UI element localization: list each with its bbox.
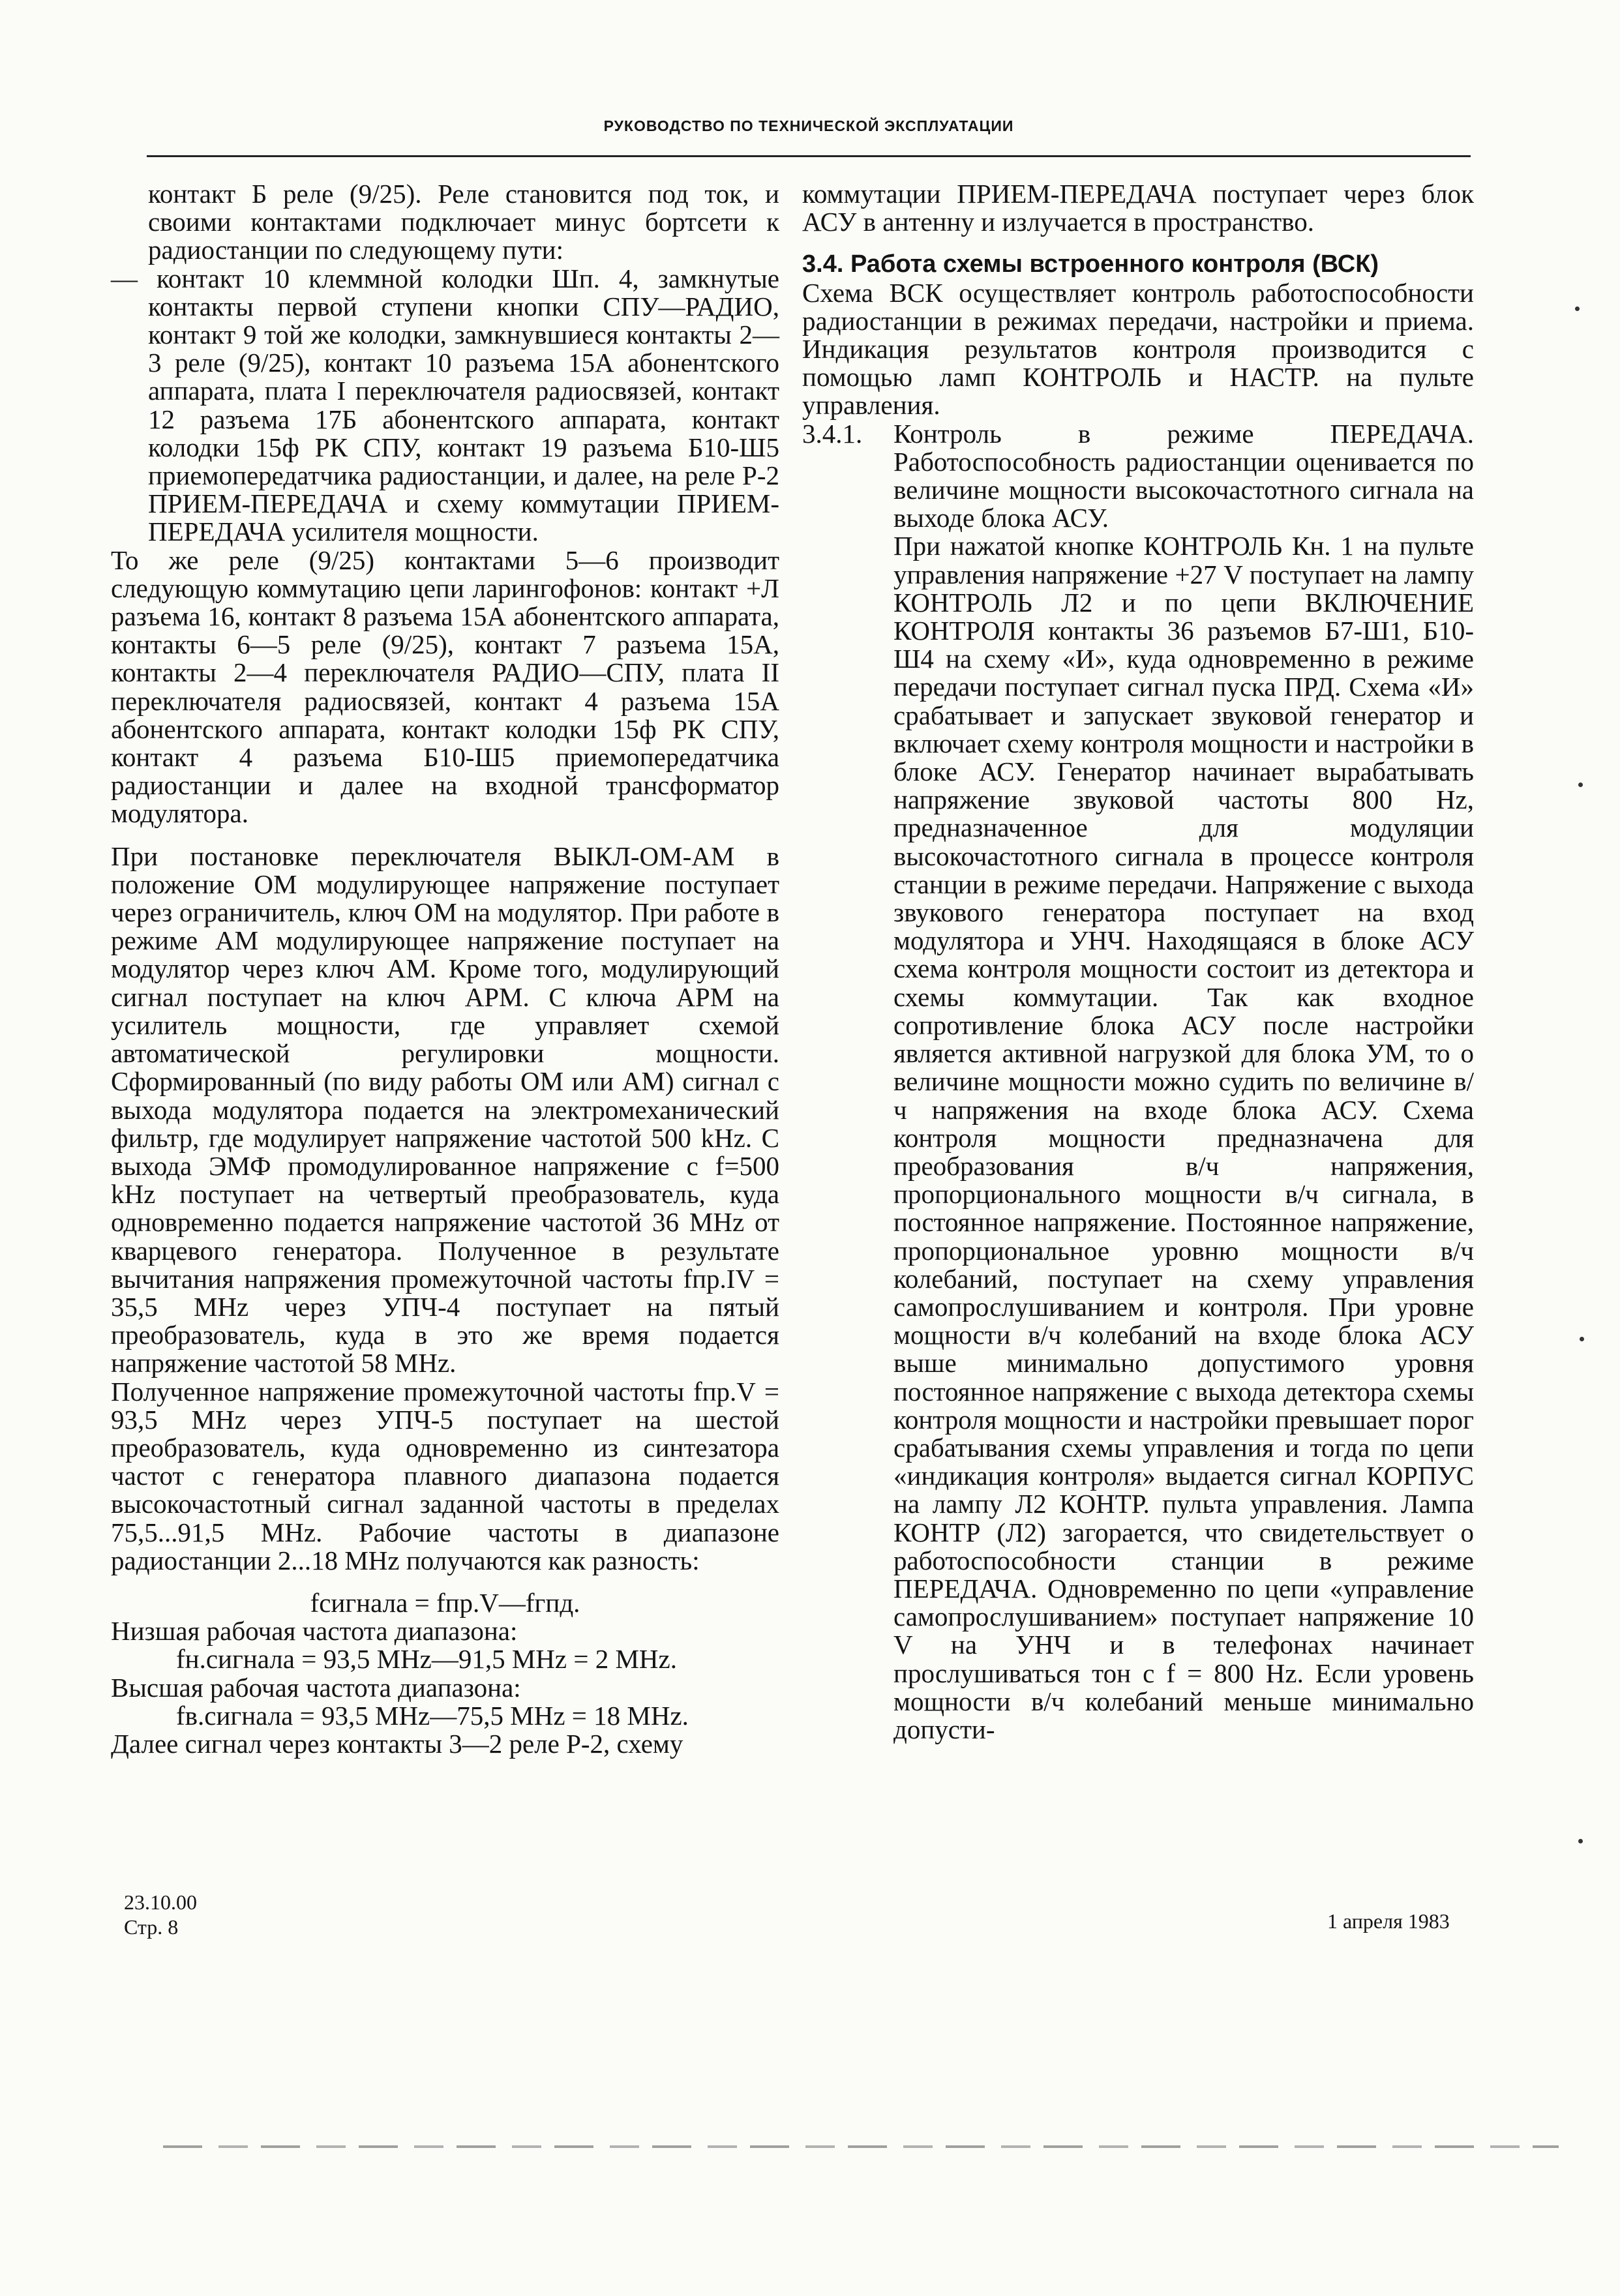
scan-dot — [1575, 306, 1580, 311]
paragraph: При постановке переключателя ВЫКЛ-ОМ-АМ в положение ОМ модулирующее напряжение поступает через ограничитель, ключ ОМ на модулятор. При работе в режиме АМ модулирующее напряжение поступает на модулятор через ключ АМ. Кроме того, модулирующий сигнал поступает на ключ АРМ. С ключа АРМ на усилитель мощности, где управляет схемой автоматической регулировки мощности. Сформированный (по виду работы ОМ или АМ) сигнал с выхода модулятора подается на электромеханический фильтр, где модулирует напряжение частотой 500 kHz. С выхода ЭМФ промодулированное напряжение с f=500 kHz поступает на четвертый преобразователь, куда одновременно подается напряжение частотой 36 MHz от кварцевого генератора. Полученное в результате вычитания напряжения промежуточной частоты fпр.IV = 35,5 MHz через УПЧ-4 поступает на пятый преобразователь, куда в это же время подается напряжение частотой 58 MHz. — [111, 841, 779, 1379]
footer-left — [124, 1890, 197, 1939]
scan-dot — [1580, 1337, 1584, 1341]
paragraph: Схема ВСК осуществляет контроль работоспособности радиостанции в режимах передачи, настройки и приема. Индикация результатов контроля производится с помощью ламп КОНТРОЛЬ и НАСТР. на пульте управления. — [802, 277, 1474, 421]
paragraph: Высшая рабочая частота диапазона: — [111, 1672, 521, 1703]
scan-dot — [1578, 1839, 1583, 1843]
paragraph: контакт Б реле (9/25). Реле становится под ток, и своими контактами подключает минус бортсети к радиостанции по следующему пути: — [148, 179, 779, 265]
numbered-item — [802, 420, 1474, 533]
item-number: 3.4.1. — [802, 418, 863, 449]
paragraph: Далее сигнал через контакты 3—2 реле Р-2, схему — [111, 1728, 683, 1759]
item-text: Контроль в режиме ПЕРЕДАЧА. Работоспособность радиостанции оценивается по величине мощности высокочастотного сигнала на выходе блока АСУ. — [893, 418, 1474, 533]
right-column — [802, 180, 1474, 1744]
scan-artifact — [163, 2145, 1559, 2148]
header-rule — [147, 155, 1471, 157]
paragraph: Полученное напряжение промежуточной частоты fпр.V = 93,5 MHz через УПЧ-5 поступает на шестой преобразователь, куда одновременно из синтезатора частот с генератора плавного диапазона подается высокочастотный сигнал заданной частоты в пределах 75,5...91,5 MHz. Рабочие частоты в диапазоне радиостанции 2...18 MHz получаются как разность: — [111, 1376, 779, 1575]
paragraph: Низшая рабочая частота диапазона: — [111, 1616, 518, 1647]
left-column — [111, 180, 779, 1758]
formula-signal: fсигнала = fпр.V—fгпд. — [310, 1587, 580, 1618]
page-number: Стр. 8 — [124, 1915, 179, 1939]
issue-date: 1 апреля 1983 — [1327, 1909, 1450, 1933]
paragraph: — контакт 10 клеммной колодки Шп. 4, замкнутые контакты первой ступени кнопки СПУ—РАДИО, контакт 9 той же колодки, замкнувшиеся контакты 2—3 реле (9/25), контакт 10 разъема 15А абонентского аппарата, плата I переключателя радиосвязей, контакт 12 разъема 17Б абонентского аппарата, контакт колодки 15ф РК СПУ, контакт 19 разъема Б10-Ш5 приемопередатчика радиостанции, и далее, на реле Р-2 ПРИЕМ-ПЕРЕДАЧА и схему коммутации ПРИЕМ-ПЕРЕДАЧА усилителя мощности. — [111, 263, 779, 547]
running-header: РУКОВОДСТВО ПО ТЕХНИЧЕСКОЙ ЭКСПЛУАТАЦИИ — [603, 117, 1014, 134]
date-code: 23.10.00 — [124, 1890, 197, 1914]
paragraph: коммутации ПРИЕМ-ПЕРЕДАЧА поступает через блок АСУ в антенну и излучается в пространство. — [802, 179, 1474, 237]
paragraph: То же реле (9/25) контактами 5—6 производит следующую коммутацию цепи ларингофонов: контакт +Л разъема 16, контакт 8 разъема 15А абонентского аппарата, контакты 6—5 реле (9/25), контакт 7 разъема 15А, контакты 2—4 переключателя РАДИО—СПУ, плата II переключателя радиосвязей, контакт 4 разъема 15А абонентского аппарата, контакт колодки 15ф РК СПУ, контакт 4 разъема Б10-Ш5 приемопередатчика радиостанции и далее на входной трансформатор модулятора. — [111, 544, 779, 829]
scan-dot — [1578, 783, 1583, 787]
formula-high: fв.сигнала = 93,5 MHz—75,5 MHz = 18 MHz. — [176, 1700, 689, 1731]
paragraph: При нажатой кнопке КОНТРОЛЬ Кн. 1 на пульте управления напряжение +27 V поступает на лампу КОНТРОЛЬ Л2 и по цепи ВКЛЮЧЕНИЕ КОНТРОЛЯ контакты 36 разъемов Б7-Ш1, Б10-Ш4 на схему «И», куда одновременно в режиме передачи поступает сигнал пуска ПРД. Схема «И» срабатывает и запускает звуковой генератор и включает схему контроля мощности и настройки в блоке АСУ. Генератор начинает вырабатывать напряжение звуковой частоты 800 Hz, предназначенное для модуляции высокочастотного сигнала в процессе контроля станции в режиме передачи. Напряжение с выхода звукового генератора поступает на вход модулятора и УНЧ. Находящаяся в блоке АСУ схема контроля мощности состоит из детектора и схемы коммутации. Так как входное сопротивление блока АСУ после настройки является активной нагрузкой для блока УМ, то о величине мощности можно судить по величине в/ч напряжения на входе блока АСУ. Схема контроля мощности предназначена для преобразования в/ч напряжения, пропорционального мощности в/ч сигнала, в постоянное напряжение. Постоянное напряжение, пропорциональное уровню мощности в/ч колебаний, поступает на схему управления самопрослушиванием и контроля. При уровне мощности в/ч колебаний на входе блока АСУ выше минимально допустимого уровня постоянное напряжение с выхода детектора схемы контроля мощности и настройки превышает порог срабатывания схемы управления и тогда по цепи «индикация контроля» выдается сигнал КОРПУС на лампу Л2 КОНТР. пульта управления. Лампа КОНТР (Л2) загорается, что свидетельствует о работоспособности станции в режиме ПЕРЕДАЧА. Одновременно по цепи «управление самопрослушиванием» поступает напряжение 10 V на УНЧ и в телефонах начинает прослушиваться тон с f = 800 Hz. Если уровень мощности в/ч колебаний меньше минимально допусти- — [893, 531, 1474, 1744]
formula-low: fн.сигнала = 93,5 MHz—91,5 MHz = 2 MHz. — [176, 1644, 677, 1675]
section-title: 3.4. Работа схемы встроенного контроля (ВСК) — [802, 250, 1379, 278]
